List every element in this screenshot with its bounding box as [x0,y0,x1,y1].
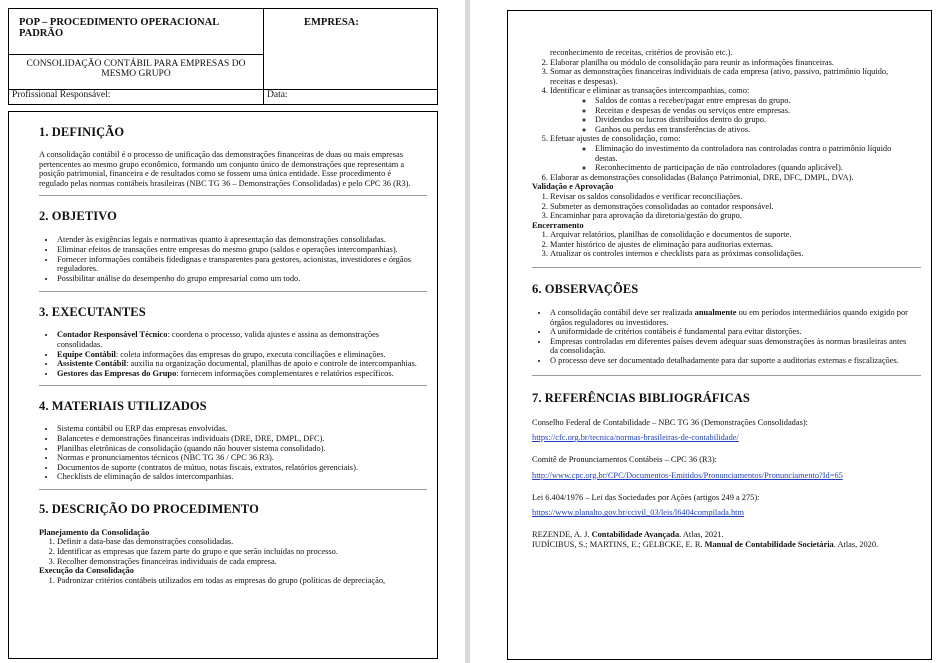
content-box-left [8,111,438,659]
ref-text: IUDÍCIBUS, S.; MARTINS, E.; GELBCKE, E. R. [532,540,705,549]
section-descricao-cont [532,48,921,268]
ref-rezende [532,530,911,540]
executantes-list [39,330,417,378]
list-item: 3. Recolher demonstrações financeiras individuais de cada empresa. [57,557,417,567]
page-divider [465,0,470,663]
eliminacoes-list [564,96,911,134]
list-item: • A uniformidade de critérios contábeis é fundamental para evitar distorções. [549,327,911,337]
list-item: 1. Arquivar relatórios, planilhas de consolidação e documentos de suporte. [550,230,911,240]
list-item: 1. Padronizar critérios contábeis utilizados em todas as empresas do grupo (políticas de depreciação, [57,576,417,586]
section-title: 2. OBJETIVO [39,209,117,224]
ref-iudicibus [532,540,911,550]
list-item [550,134,911,172]
list-item: • Atender às exigências legais e normativas quanto à apresentação das demonstrações consolidadas. [56,235,417,245]
definicao-text: A consolidação contábil é o processo de unificação das demonstrações financeiras de duas ou mais empresas pertencentes ao mesmo grupo econômico, formando um conjunto único de demonstrações que representam a posição patrimonial, financeira e de resultados como se fossem uma única entidade. Esse procedimento é regulado pelas normas contábeis brasileiras (NBC TG 36 – Demonstrações Consolidadas) e pelo CPC 36 (R3). [39,150,411,188]
list-item: 6. Elaborar as demonstrações consolidadas (Balanço Patrimonial, DRE, DFC, DMPL, DVA). [550,173,911,183]
list-item [56,359,417,369]
ref-book-title: Manual de Contabilidade Societária [704,540,834,549]
list-item: 3. Somar as demonstrações financeiras individuais de cada empresa (ativo, passivo, patrimônio líquido, receitas e despesas). [550,67,911,86]
list-item: 1. Revisar os saldos consolidados e verificar reconciliações. [550,192,911,202]
ref-text: REZENDE, A. J. [532,530,592,540]
ref-text: . Atlas, 2020. [833,540,879,549]
section-executantes [39,292,427,386]
obs-text: ou em períodos intermediários quando exigido por órgãos reguladores ou investidores. [550,308,908,327]
role-desc: : coordena o processo, valida ajustes e assina as demonstrações consolidadas. [57,330,380,349]
list-item [550,86,911,134]
section-title: 1. DEFINIÇÃO [39,125,125,139]
list-item: ◦ Reconhecimento de participação de não controladores (quando aplicável). [594,163,911,173]
list-item: ◦ Ganhos ou perdas em transferências de ativos. [594,125,911,135]
page-2 [474,0,942,663]
ref-cfc: Conselho Federal de Contabilidade – NBC TG 36 (Demonstrações Consolidadas): [532,417,808,427]
header-title: POP – PROCEDIMENTO OPERACIONAL PADRÃO [9,9,264,55]
section-title: 3. EXECUTANTES [39,305,146,320]
obs-bold: anualmente [694,308,737,318]
content-box-right [507,10,932,660]
list-item: • Normas e pronunciamentos técnicos (NBC TG 36 / CPC 36 R3). [56,453,417,463]
encerramento-label: Encerramento [532,220,584,230]
role-name: Assistente Contábil [57,359,127,369]
list-item: • Balancetes e demonstrações financeiras individuais (DRE, DRE, DMPL, DFC). [56,434,417,444]
validacao-list [532,192,911,221]
list-item: • Planilhas eletrônicas de consolidação (quando não houver sistema consolidado). [56,444,417,454]
list-item: • Eliminar efeitos de transações entre empresas do mesmo grupo (saldos e operações intercompanhias). [56,245,417,255]
ref-lei-link[interactable]: https://www.planalto.gov.br/ccivil_03/leis/l6404compilada.htm [532,508,744,518]
planejamento-label: Planejamento da Consolidação [39,527,150,537]
section-title: 5. DESCRIÇÃO DO PROCEDIMENTO [39,501,259,516]
list-item: 3. Encaminhar para aprovação da diretoria/gestão do grupo. [550,211,911,221]
list-item: 1. Definir a data-base das demonstrações consolidadas. [57,537,417,547]
list-item: • Possibilitar análise do desempenho do grupo empresarial como um todo. [56,274,417,284]
execucao-list-start [39,576,417,586]
role-desc: : coleta informações das empresas do grupo, executa conciliações e eliminações. [115,349,386,359]
list-item-text: Efetuar ajustes de consolidação, como: [550,134,681,144]
list-item: • Documentos de suporte (contratos de mútuo, notas fiscais, extratos, relatórios gerenciais). [56,463,417,473]
execucao-continuation: reconhecimento de receitas, critérios de provisão etc.). [550,48,733,57]
role-desc: : auxilia na organização documental, planilhas de apoio e controle de intercompanhias. [126,359,417,369]
list-item [56,350,417,360]
planejamento-list [39,537,417,566]
list-item: • Sistema contábil ou ERP das empresas envolvidas. [56,424,417,434]
header-empresa: EMPRESA: [264,9,438,90]
list-item: 2. Identificar as empresas que fazem parte do grupo e que serão incluídas no processo. [57,547,417,557]
list-item: 2. Elaborar planilha ou módulo de consolidação para reunir as informações financeiras. [550,58,911,68]
section-descricao [39,490,417,586]
section-title: 6. OBSERVAÇÕES [532,282,639,297]
header-table [8,8,438,105]
header-responsavel: Profissional Responsável: [9,90,264,105]
section-title: 7. REFERÊNCIAS BIBLIOGRÁFICAS [532,390,750,405]
obs-text: A consolidação contábil deve ser realizada [550,308,695,318]
list-item: • Fornecer informações contábeis fidedignas e transparentes para gestores, acionistas, investidores e órgãos reguladores. [56,255,417,274]
list-item: 2. Submeter as demonstrações consolidadas ao contador responsável. [550,202,911,212]
header-data: Data: [264,90,438,105]
list-item [56,330,417,349]
header-subtitle: CONSOLIDAÇÃO CONTÁBIL PARA EMPRESAS DO MESMO GRUPO [9,55,264,90]
list-item: 3. Atualizar os controles internos e checklists para as próximas consolidações. [550,249,911,259]
observacoes-list [532,308,911,366]
objetivo-list [39,235,417,283]
ref-cfc-link[interactable]: https://cfc.org.br/tecnica/normas-brasileiras-de-contabilidade/ [532,433,739,443]
ref-book-title: Contabilidade Avançada [591,530,680,540]
list-item [56,369,417,379]
materiais-list [39,424,417,482]
encerramento-list [532,230,911,259]
list-item: • Checklists de eliminação de saldos intercompanhias. [56,472,417,482]
section-objetivo [39,196,427,292]
section-definicao [39,112,427,196]
list-item: ◦ Saldos de contas a receber/pagar entre empresas do grupo. [594,96,911,106]
ref-text: . Atlas, 2021. [679,530,724,540]
validacao-label: Validação e Aprovação [532,182,614,192]
role-name: Equipe Contábil [57,349,116,359]
section-title: 4. MATERIAIS UTILIZADOS [39,399,207,414]
list-item: • Empresas controladas em diferentes países devem adequar suas demonstrações às normas brasileiras antes da consolidação. [549,337,911,356]
list-item [549,308,911,327]
role-name: Contador Responsável Técnico [57,330,168,340]
role-name: Gestores das Empresas do Grupo [57,368,177,378]
list-item: • O processo deve ser documentado detalhadamente para dar suporte a auditorias externas e fiscalizações. [549,356,911,366]
execucao-list [532,58,911,183]
section-referencias [532,376,911,550]
role-desc: : fornecem informações complementares e relatórios específicos. [176,368,394,378]
list-item: ◦ Receitas e despesas de vendas ou serviços entre empresas. [594,106,911,116]
ref-cpc-link[interactable]: http://www.cpc.org.br/CPC/Documentos-Emitidos/Pronunciamentos/Pronunciamento?Id=65 [532,470,843,480]
list-item: ◦ Eliminação do investimento da controladora nas controladas contra o patrimônio líquido destas. [594,144,911,163]
list-item-text: Identificar e eliminar as transações intercompanhias, como: [550,86,750,96]
section-observacoes [532,268,921,376]
list-item: ◦ Dividendos ou lucros distribuídos dentro do grupo. [594,115,911,125]
ref-lei: Lei 6.404/1976 – Lei das Sociedades por Ações (artigos 249 a 275): [532,492,760,502]
ajustes-list [564,144,911,173]
page-1 [0,0,462,663]
execucao-label: Execução da Consolidação [39,566,134,576]
section-materiais [39,386,427,490]
ref-cpc: Comitê de Pronunciamentos Contábeis – CPC 36 (R3): [532,455,717,465]
list-item: 2. Manter histórico de ajustes de eliminação para auditorias externas. [550,240,911,250]
